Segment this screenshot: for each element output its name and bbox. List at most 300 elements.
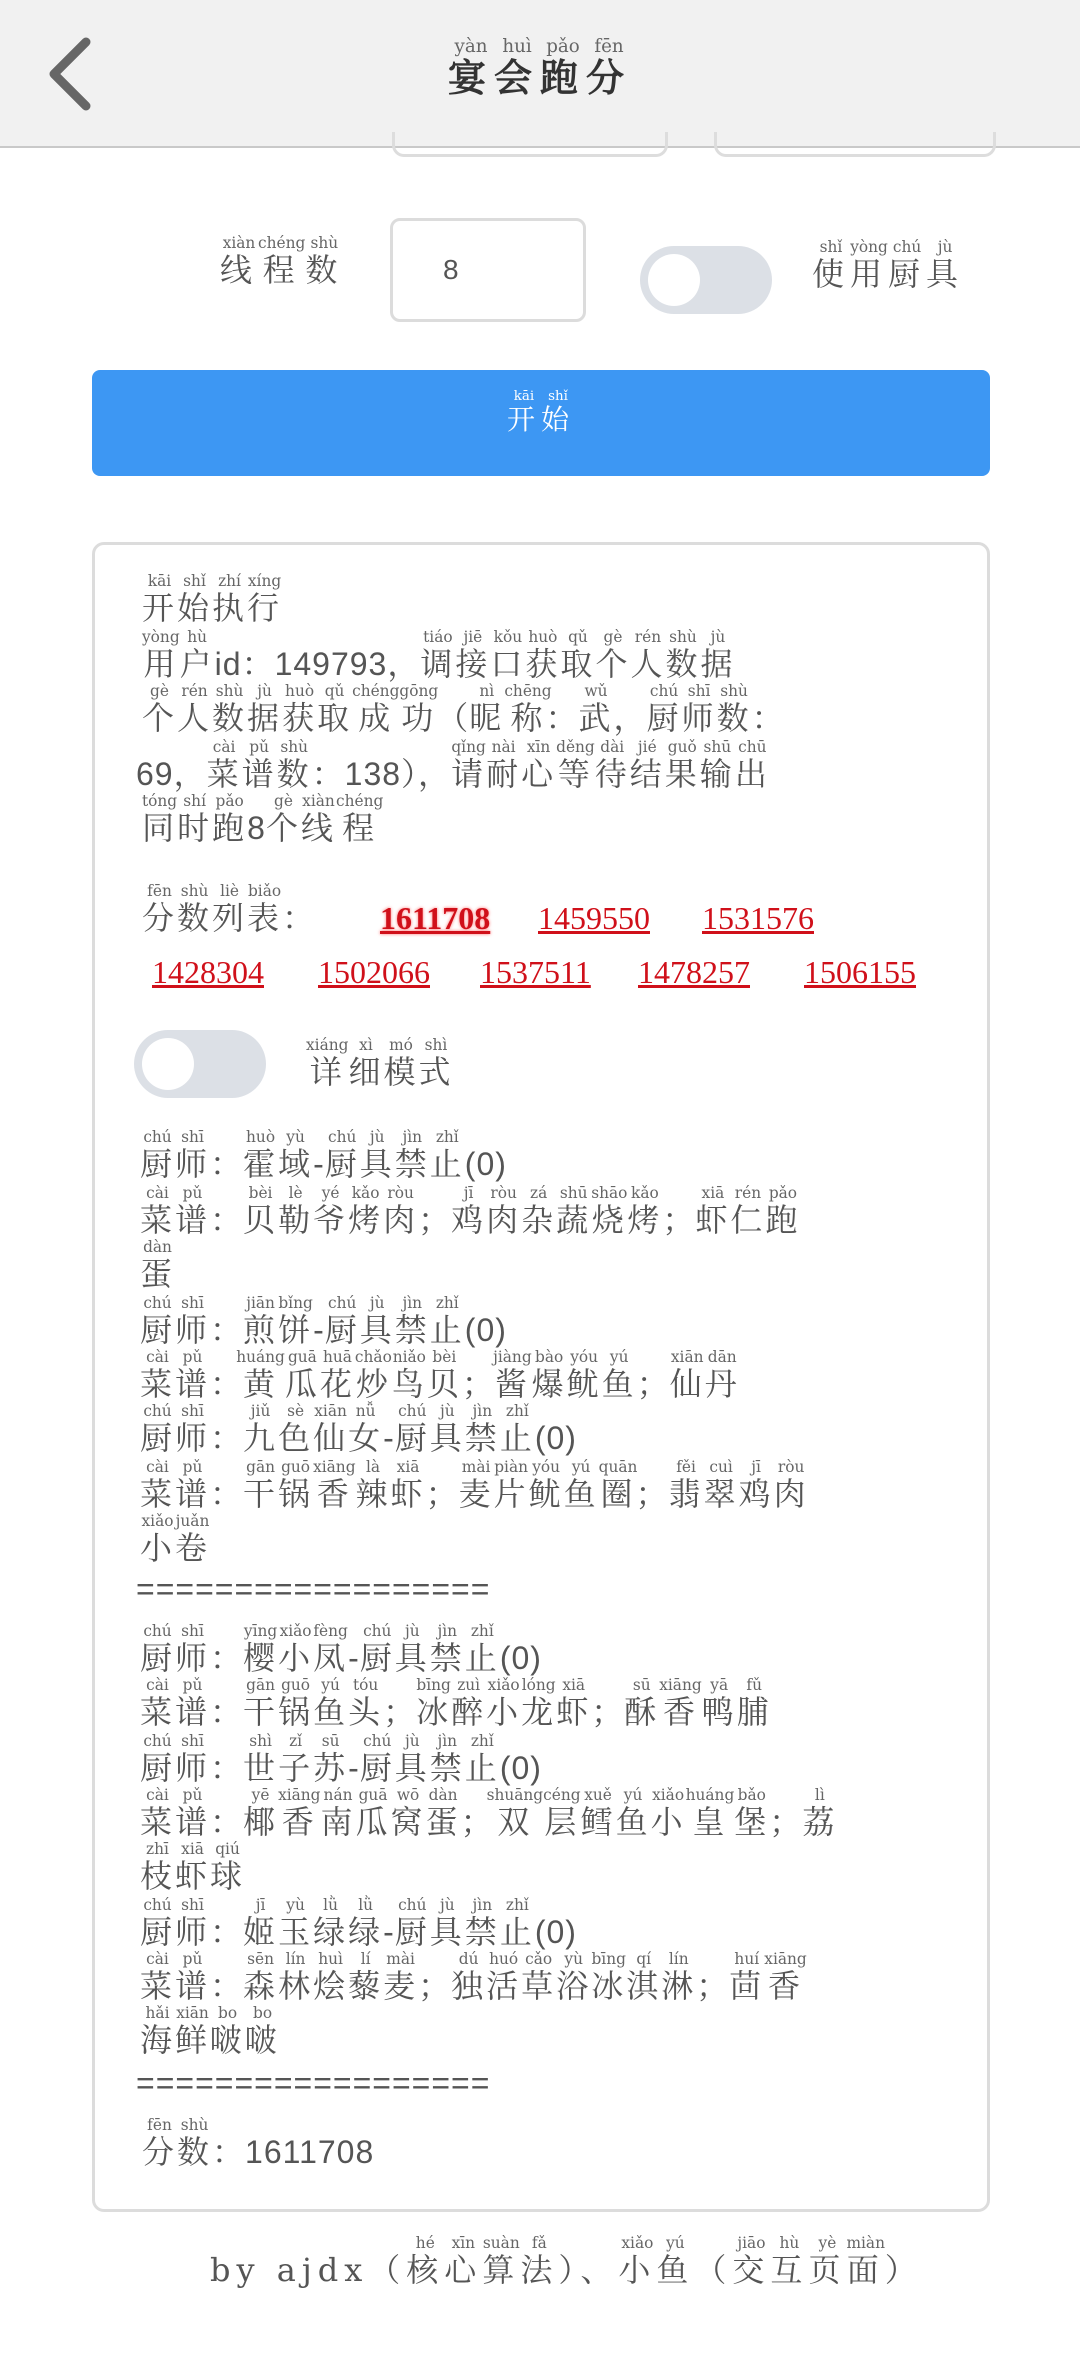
ruby-char: 开kāi: [506, 389, 541, 436]
ruby-char: 煎jiān: [243, 1294, 279, 1349]
plain-text: (0): [464, 1312, 507, 1348]
ruby-char: 止zhǐ: [464, 1732, 500, 1787]
plain-text: ：138），: [311, 756, 452, 792]
ruby-char: 具jù: [429, 1402, 465, 1457]
detail-line: [140, 1514, 210, 1569]
plain-text: -: [313, 1312, 325, 1348]
score-link[interactable]: 1478257: [638, 954, 750, 990]
plain-text: ：: [210, 1914, 244, 1950]
ruby-char: 具jù: [359, 1294, 395, 1349]
ruby-char: 师shī: [175, 1896, 211, 1951]
ruby-char: 香xiāng: [278, 1786, 321, 1841]
ruby-char: 皇huáng: [685, 1786, 735, 1841]
ruby-char: 烩huì: [313, 1950, 349, 2005]
ruby-char: 式shì: [418, 1036, 454, 1091]
ruby-char: 姬jī: [243, 1896, 279, 1951]
ruby-char: 接jiē: [455, 628, 491, 683]
ruby-char: 肉ròu: [773, 1458, 809, 1513]
ruby-char: 蔬shū: [556, 1184, 592, 1239]
ruby-char: 仙xiān: [669, 1348, 705, 1403]
ruby-char: 干gān: [243, 1676, 279, 1731]
plain-text: ：: [210, 1750, 244, 1786]
ruby-char: 宴yàn: [447, 36, 494, 100]
score-link[interactable]: 1502066: [318, 954, 430, 990]
ruby-char: 止zhǐ: [499, 1896, 535, 1951]
start-button-label: [92, 370, 990, 438]
ruby-char: 具jù: [926, 238, 965, 293]
ruby-char: 跑pǎo: [765, 1184, 801, 1239]
ruby-char: 禁jìn: [464, 1402, 500, 1457]
ruby-char: 虾xiā: [390, 1458, 426, 1513]
plain-text: 1611708: [245, 2134, 375, 2170]
ruby-char: 程chéng: [336, 792, 384, 847]
score-link[interactable]: 1459550: [538, 900, 650, 936]
ruby-char: 鱼yú: [615, 1786, 651, 1841]
plain-text: ：: [210, 1804, 244, 1840]
plain-text: ：: [545, 700, 579, 736]
ruby-char: 个gè: [265, 792, 301, 847]
total-score: [142, 2118, 374, 2173]
plain-text: ：: [210, 1968, 244, 2004]
ruby-char: 获huò: [525, 628, 561, 683]
ruby-char: 鸟niǎo: [391, 1348, 427, 1403]
ruby-char: 花huā: [319, 1348, 355, 1403]
ruby-char: 女nǚ: [348, 1402, 384, 1457]
ruby-char: 武wǔ: [578, 682, 614, 737]
ruby-char: 活huó: [486, 1950, 522, 2005]
ruby-char: 厨chú: [324, 1128, 360, 1183]
ruby-char: 瓜guā: [355, 1786, 391, 1841]
ruby-char: 绿lǜ: [348, 1896, 384, 1951]
plain-text: ==================: [136, 2065, 491, 2101]
ruby-char: 心xīn: [444, 2234, 483, 2289]
ruby-char: 干gān: [243, 1458, 279, 1513]
ruby-char: 虾xiā: [556, 1676, 592, 1731]
page-title: [0, 38, 1080, 102]
ruby-char: 堡bǎo: [734, 1786, 770, 1841]
ruby-char: 杂zá: [521, 1184, 557, 1239]
user-id-input-edge[interactable]: [392, 132, 668, 157]
plain-text: ；: [425, 1476, 459, 1512]
ruby-char: 数shù: [177, 882, 213, 937]
ruby-char: 等děng: [556, 738, 595, 793]
ruby-char: 行xíng: [247, 572, 283, 627]
ruby-char: 算suàn: [482, 2234, 521, 2289]
ruby-char: 厨chú: [140, 1402, 176, 1457]
detail-line: [140, 1788, 837, 1843]
ruby-char: 厨chú: [140, 1294, 176, 1349]
token-input-edge[interactable]: [714, 132, 996, 157]
ruby-char: 爆bào: [531, 1348, 567, 1403]
plain-text: ；: [383, 1694, 417, 1730]
ruby-char: 详xiáng: [306, 1036, 349, 1091]
ruby-char: 具jù: [394, 1622, 430, 1677]
plain-text: ：: [210, 1202, 244, 1238]
ruby-char: 谱pǔ: [175, 1184, 211, 1239]
plain-text: ：: [210, 1640, 244, 1676]
log-line: [142, 684, 785, 739]
ruby-char: 小xiǎo: [650, 1786, 686, 1841]
ruby-char: 禁jìn: [429, 1622, 465, 1677]
ruby-char: 程chéng: [258, 234, 306, 289]
ruby-char: 森sēn: [243, 1950, 279, 2005]
ruby-char: 冰bīng: [416, 1676, 452, 1731]
ruby-char: 鳕xuě: [580, 1786, 616, 1841]
ruby-char: 昵nì: [469, 682, 505, 737]
ruby-char: 烤kǎo: [348, 1184, 384, 1239]
ruby-char: 九jiǔ: [243, 1402, 279, 1457]
ruby-char: 据jù: [700, 628, 736, 683]
ruby-char: 会huì: [493, 36, 540, 100]
detail-line: [140, 1842, 245, 1897]
plain-text: ；: [769, 1804, 803, 1840]
ruby-char: 双shuāng: [486, 1786, 544, 1841]
ruby-char: 虾xiā: [695, 1184, 731, 1239]
ruby-char: 数shù: [665, 628, 701, 683]
score-list-label: [142, 884, 315, 939]
ruby-char: 烧shāo: [591, 1184, 628, 1239]
plain-text: ：: [210, 1694, 244, 1730]
ruby-char: 黄huáng: [236, 1348, 285, 1403]
ruby-char: 禁jìn: [394, 1128, 430, 1183]
separator: [136, 1570, 490, 1608]
ruby-char: 樱yīng: [243, 1622, 279, 1677]
use-tools-label: [812, 240, 964, 295]
ruby-char: 厨chú: [324, 1294, 360, 1349]
ruby-char: 细xì: [348, 1036, 384, 1091]
ruby-char: 鱿yóu: [528, 1458, 564, 1513]
ruby-char: 醉zuì: [451, 1676, 487, 1731]
plain-text: ：: [282, 900, 316, 936]
separator: [136, 2064, 490, 2102]
plain-text: ；: [696, 1968, 730, 2004]
score-link[interactable]: 1537511: [480, 954, 591, 990]
ruby-char: 交jiāo: [732, 2234, 771, 2289]
ruby-char: 鱼yú: [563, 1458, 599, 1513]
ruby-char: 枝zhī: [140, 1840, 176, 1895]
ruby-char: 具jù: [394, 1732, 430, 1787]
detail-line: [140, 1404, 577, 1459]
ruby-char: 啵bo: [210, 2004, 246, 2059]
use-tools-toggle[interactable]: [640, 246, 772, 314]
ruby-char: 南nán: [320, 1786, 356, 1841]
ruby-char: 谱pǔ: [175, 1950, 211, 2005]
detail-line: [140, 1952, 807, 2007]
ruby-char: 小xiǎo: [278, 1622, 314, 1677]
ruby-char: 功gōng: [399, 682, 439, 737]
detail-line: [140, 1460, 809, 1515]
ruby-char: 止zhǐ: [429, 1294, 465, 1349]
ruby-char: 香xiāng: [313, 1458, 356, 1513]
detail-mode-toggle[interactable]: [134, 1030, 266, 1098]
detail-line: [140, 1350, 740, 1405]
ruby-char: 头tóu: [348, 1676, 384, 1731]
ruby-char: 数shù: [177, 2116, 213, 2171]
log-line: [142, 630, 736, 685]
ruby-char: 锅guō: [278, 1676, 314, 1731]
ruby-char: 厨chú: [394, 1896, 430, 1951]
ruby-char: 时shí: [177, 792, 213, 847]
settings-row: [0, 218, 1080, 328]
ruby-char: 执zhí: [212, 572, 248, 627]
ruby-char: 厨chú: [646, 682, 682, 737]
ruby-char: 辣là: [355, 1458, 391, 1513]
ruby-char: 淇qí: [626, 1950, 662, 2005]
ruby-char: 分fēn: [586, 36, 633, 100]
ruby-char: 鱼yú: [601, 1348, 637, 1403]
ruby-char: 禁jìn: [429, 1732, 465, 1787]
start-button[interactable]: [92, 370, 990, 476]
ruby-char: 心xīn: [521, 738, 557, 793]
ruby-char: 翡fěi: [668, 1458, 704, 1513]
ruby-char: 取qǔ: [560, 628, 596, 683]
ruby-char: 卷juǎn: [175, 1512, 211, 1567]
ruby-char: 鸭yā: [701, 1676, 737, 1731]
ruby-char: 法fǎ: [520, 2234, 559, 2289]
ruby-char: 成chéng: [352, 682, 400, 737]
ruby-char: 核hé: [406, 2234, 445, 2289]
ruby-char: 鲜xiān: [175, 2004, 211, 2059]
ruby-char: 谱pǔ: [175, 1458, 211, 1513]
ruby-char: 贝bèi: [426, 1348, 462, 1403]
log-line: [136, 740, 770, 795]
ruby-char: 使shǐ: [812, 238, 851, 293]
ruby-char: 麦mài: [383, 1950, 419, 2005]
plain-text: ：: [210, 1312, 244, 1348]
plain-text: (0): [499, 1750, 542, 1786]
detail-line: [140, 1240, 175, 1295]
ruby-char: 锅guō: [278, 1458, 314, 1513]
plain-text: (0): [534, 1420, 577, 1456]
detail-mode-label: [306, 1038, 454, 1093]
ruby-char: 具jù: [429, 1896, 465, 1951]
ruby-char: 鱿yóu: [566, 1348, 602, 1403]
footer-credits: [210, 2236, 923, 2291]
ruby-char: 师shī: [175, 1402, 211, 1457]
ruby-char: 淋lín: [661, 1950, 697, 2005]
ruby-char: 禁jìn: [394, 1294, 430, 1349]
plain-text: 69，: [136, 756, 207, 792]
detail-line: [140, 1186, 800, 1241]
ruby-char: 数shù: [212, 682, 248, 737]
plain-text: ；: [418, 1202, 452, 1238]
ruby-char: 厨chú: [359, 1622, 395, 1677]
ruby-char: 鱼yú: [656, 2234, 695, 2289]
plain-text: id：149793，: [214, 646, 421, 682]
ruby-char: 海hǎi: [140, 2004, 176, 2059]
ruby-char: 椰yē: [243, 1786, 279, 1841]
ruby-char: 霍huò: [243, 1128, 279, 1183]
ruby-char: 用yòng: [142, 628, 180, 683]
ruby-char: 厨chú: [140, 1622, 176, 1677]
detail-line: [140, 1734, 542, 1789]
ruby-char: 茴huí: [729, 1950, 765, 2005]
ruby-char: 菜cài: [140, 1676, 176, 1731]
ruby-char: 厨chú: [140, 1128, 176, 1183]
detail-line: [140, 1296, 507, 1351]
plain-text: （: [436, 700, 470, 736]
ruby-char: 禁jìn: [464, 1896, 500, 1951]
ruby-char: 荔lì: [802, 1786, 838, 1841]
ruby-char: 麦mài: [458, 1458, 494, 1513]
ruby-char: 输shū: [699, 738, 735, 793]
ruby-char: 肉ròu: [383, 1184, 419, 1239]
plain-text: (0): [464, 1146, 507, 1182]
detail-line: [140, 2006, 280, 2061]
ruby-char: 小xiǎo: [140, 1512, 176, 1567]
ruby-char: 线xiàn: [220, 234, 259, 289]
plain-text: -: [348, 1640, 360, 1676]
ruby-char: 翠cuì: [703, 1458, 739, 1513]
thread-count-input[interactable]: 8: [390, 218, 586, 322]
ruby-char: 片piàn: [493, 1458, 529, 1513]
ruby-char: 炒chǎo: [354, 1348, 392, 1403]
score-link[interactable]: 1611708: [380, 900, 491, 936]
ruby-char: 草cǎo: [521, 1950, 557, 2005]
ruby-char: 仁rén: [730, 1184, 766, 1239]
ruby-char: 耐nài: [486, 738, 522, 793]
ruby-char: 菜cài: [140, 1184, 176, 1239]
ruby-char: 户hù: [179, 628, 215, 683]
plain-text: ；: [418, 1968, 452, 2004]
ruby-char: 丹dān: [704, 1348, 740, 1403]
ruby-char: 子zǐ: [278, 1732, 314, 1787]
ruby-char: 球qiú: [210, 1840, 246, 1895]
ruby-char: 香xiāng: [659, 1676, 702, 1731]
ruby-char: 菜cài: [140, 1458, 176, 1513]
plain-text: ：: [212, 2134, 246, 2170]
ruby-char: 厨chú: [359, 1732, 395, 1787]
ruby-char: 苏sū: [313, 1732, 349, 1787]
plain-text: -: [383, 1420, 395, 1456]
ruby-char: 脯fǔ: [736, 1676, 772, 1731]
ruby-char: 结jié: [629, 738, 665, 793]
ruby-char: 人rén: [177, 682, 213, 737]
plain-text: ；: [635, 1476, 669, 1512]
ruby-char: 世shì: [243, 1732, 279, 1787]
ruby-char: 用yòng: [850, 238, 889, 293]
ruby-char: 师shī: [175, 1128, 211, 1183]
plain-text: -: [313, 1146, 325, 1182]
ruby-char: 层céng: [543, 1786, 581, 1841]
ruby-char: 开kāi: [142, 572, 178, 627]
ruby-char: 表biǎo: [247, 882, 283, 937]
ruby-char: 果guǒ: [664, 738, 700, 793]
ruby-char: 具jù: [359, 1128, 395, 1183]
detail-line: [140, 1624, 542, 1679]
ruby-char: 谱pǔ: [175, 1676, 211, 1731]
plain-text: ，: [613, 700, 647, 736]
plain-text: ）: [884, 2251, 923, 2289]
ruby-char: 调tiáo: [420, 628, 456, 683]
ruby-char: 同tóng: [142, 792, 178, 847]
plain-text: 8: [247, 810, 266, 846]
detail-line: [140, 1130, 507, 1185]
ruby-char: 称chēng: [504, 682, 552, 737]
ruby-char: 页yè: [808, 2234, 847, 2289]
plain-text: ；: [461, 1366, 495, 1402]
plain-text: ；: [460, 1804, 494, 1840]
score-link[interactable]: 1428304: [152, 954, 264, 990]
ruby-char: 烤kǎo: [627, 1184, 663, 1239]
ruby-char: 谱pǔ: [175, 1348, 211, 1403]
ruby-char: 菜cài: [140, 1348, 176, 1403]
ruby-char: 仙xiān: [313, 1402, 349, 1457]
ruby-char: 厨chú: [140, 1896, 176, 1951]
ruby-char: 绿lǜ: [313, 1896, 349, 1951]
ruby-char: 据jù: [247, 682, 283, 737]
ruby-char: 跑pǎo: [212, 792, 248, 847]
ruby-char: 面miàn: [846, 2234, 885, 2289]
ruby-char: 厨chú: [140, 1732, 176, 1787]
ruby-char: 线xiàn: [300, 792, 336, 847]
log-line: [142, 794, 383, 849]
log-line: [142, 574, 282, 629]
ruby-char: 始shǐ: [541, 389, 576, 436]
ruby-char: 菜cài: [140, 1786, 176, 1841]
ruby-char: 止zhǐ: [499, 1402, 535, 1457]
ruby-char: 蛋dàn: [140, 1238, 176, 1293]
ruby-char: 菜cài: [206, 738, 242, 793]
ruby-char: 厨chú: [888, 238, 927, 293]
ruby-char: 师shī: [175, 1732, 211, 1787]
ruby-char: 始shǐ: [177, 572, 213, 627]
detail-line: [140, 1898, 577, 1953]
ruby-char: 龙lóng: [521, 1676, 557, 1731]
plain-text: ：: [210, 1146, 244, 1182]
ruby-char: 酥sū: [624, 1676, 660, 1731]
plain-text: ）、: [558, 2251, 619, 2289]
plain-text: （: [694, 2251, 733, 2289]
ruby-char: 个gè: [142, 682, 178, 737]
ruby-char: 模mó: [383, 1036, 419, 1091]
ruby-char: 数shù: [305, 234, 344, 289]
ruby-char: 蛋dàn: [425, 1786, 461, 1841]
plain-text: by ajdx（: [210, 2251, 407, 2289]
ruby-char: 饼bǐng: [278, 1294, 314, 1349]
ruby-char: 厨chú: [394, 1402, 430, 1457]
plain-text: ：: [210, 1420, 244, 1456]
score-link[interactable]: 1506155: [804, 954, 916, 990]
ruby-char: 藜lí: [348, 1950, 384, 2005]
ruby-char: 菜cài: [140, 1950, 176, 2005]
ruby-char: 取qǔ: [317, 682, 353, 737]
ruby-char: 瓜guā: [284, 1348, 320, 1403]
ruby-char: 谱pǔ: [175, 1786, 211, 1841]
ruby-char: 师shī: [175, 1294, 211, 1349]
plain-text: ：: [210, 1476, 244, 1512]
plain-text: -: [383, 1914, 395, 1950]
plain-text: (0): [499, 1640, 542, 1676]
ruby-char: 口kǒu: [490, 628, 526, 683]
ruby-char: 分fēn: [142, 882, 178, 937]
plain-text: ；: [662, 1202, 696, 1238]
ruby-char: 爷yé: [313, 1184, 349, 1239]
ruby-char: 数shù: [276, 738, 312, 793]
ruby-char: 分fēn: [142, 2116, 178, 2171]
ruby-char: 香xiāng: [764, 1950, 807, 2005]
ruby-char: 出chū: [734, 738, 770, 793]
top-bar: [0, 0, 1080, 148]
ruby-char: 小xiǎo: [486, 1676, 522, 1731]
ruby-char: 圈quān: [598, 1458, 638, 1513]
score-link[interactable]: 1531576: [702, 900, 814, 936]
plain-text: ：: [751, 700, 785, 736]
ruby-char: 鸡jī: [451, 1184, 487, 1239]
ruby-char: 色sè: [278, 1402, 314, 1457]
ruby-char: 贝bèi: [243, 1184, 279, 1239]
plain-text: ==================: [136, 1571, 491, 1607]
